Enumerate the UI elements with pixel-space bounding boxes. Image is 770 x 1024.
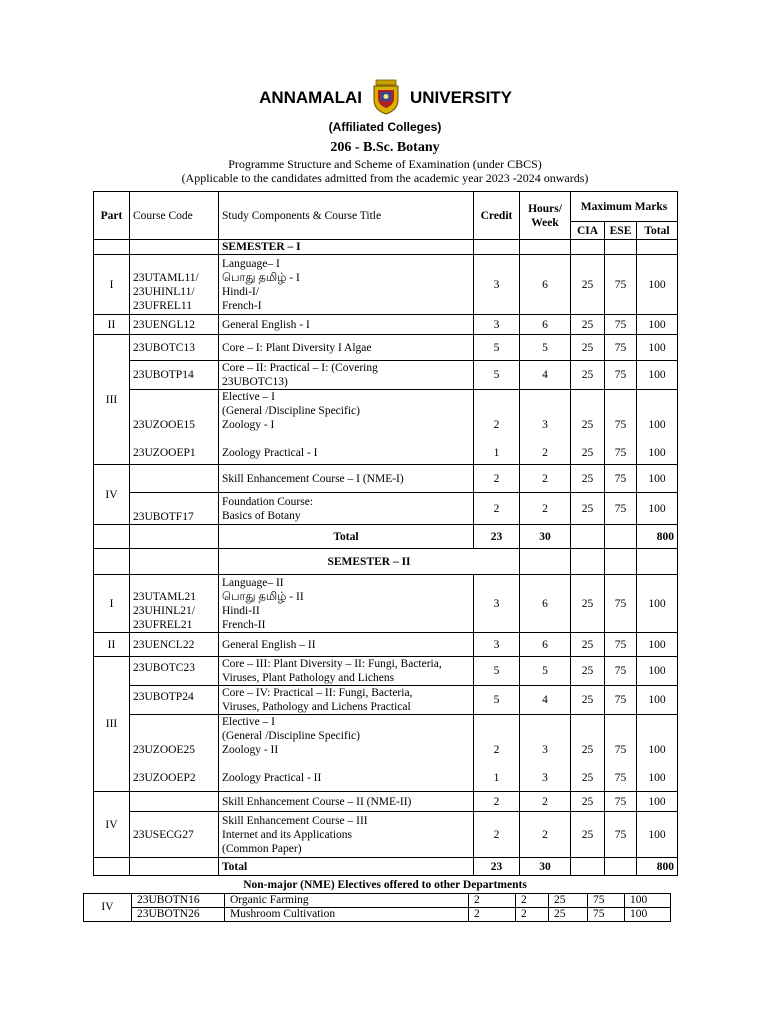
table-cell: (Common Paper) [222,842,302,855]
table-cell [571,858,605,876]
table-cell: 2 [469,908,516,922]
table-cell: 100 [637,792,678,812]
table-cell [130,575,219,633]
table-cell: I [94,575,130,633]
table-cell: Language– II [222,576,284,589]
semester-1-heading: SEMESTER – I [219,240,474,255]
table-cell [637,549,678,575]
table-row [94,792,678,812]
table-cell: 25 [571,686,605,715]
table-cell [130,465,219,493]
table-cell [94,858,130,876]
table-cell: 75 [614,447,627,459]
table-cell: 800 [637,858,678,876]
table-cell: 100 [648,447,666,459]
table-cell: 25 [571,255,605,315]
col-course-title: Study Components & Course Title [219,192,474,240]
table-row [94,575,678,633]
table-cell: 2 [474,465,520,493]
table-row [94,633,678,657]
table-cell: Skill Enhancement Course – III [222,814,368,827]
table-cell: 23UBOTC13 [130,335,219,361]
table-cell: 25 [571,633,605,657]
table-cell: 1 [493,772,500,784]
table-row [94,493,678,525]
table-cell: 25 [571,812,605,858]
lang-codes [130,255,219,315]
table-cell: Viruses, Plant Pathology and Lichens [222,672,395,684]
table-cell: II [94,315,130,335]
table-cell: 100 [637,657,678,686]
affiliated-label: (Affiliated Colleges) [328,120,442,134]
university-emblem-icon [370,78,402,116]
table-row [84,908,671,922]
table-cell: 100 [625,908,671,922]
table-cell: 23UBOTF17 [130,493,219,525]
table-cell [605,240,637,255]
table-cell: 25 [581,419,594,431]
table-cell: 100 [637,255,678,315]
table-cell: 23UHINL11/ [133,285,195,298]
table-cell: 2 [520,792,571,812]
table-row [94,255,678,315]
table-cell: 100 [637,686,678,715]
table-cell: 25 [571,361,605,390]
table-cell: 5 [520,335,571,361]
table-cell: 2 [520,493,571,525]
table-cell: 2 [469,894,516,908]
table-cell: 6 [520,315,571,335]
table-cell: 3 [474,575,520,633]
table-cell [605,525,637,549]
table-cell: 6 [520,633,571,657]
table-cell: 23UBOTP14 [130,361,219,390]
table-cell: IV [94,792,130,858]
table-cell: 25 [581,744,594,756]
table-cell: 2 [542,447,548,459]
table-cell: Zoology Practical - II [222,772,322,784]
table-row [94,812,678,858]
table-cell [219,575,474,633]
col-part: Part [94,192,130,240]
table-cell: 5 [474,335,520,361]
table-cell: (General /Discipline Specific) [222,405,360,417]
table-cell: 1 [493,447,500,459]
table-cell: Basics of Botany [222,509,301,522]
table-cell [637,715,678,792]
table-cell: 6 [520,575,571,633]
table-cell [219,493,474,525]
table-cell: 75 [605,657,637,686]
nme-title: Non-major (NME) Electives offered to other Departments [243,879,527,891]
total-row [94,858,678,876]
table-cell: 23UFREL21 [133,618,193,631]
table-row [84,894,671,908]
table-row [94,361,678,390]
table-cell: 2 [474,493,520,525]
table-cell: 4 [520,361,571,390]
nme-table [83,893,671,922]
table-cell: Core – II: Practical – I: (Covering [222,362,378,374]
table-cell: 75 [605,335,637,361]
table-cell: 5 [474,657,520,686]
table-cell: 75 [605,686,637,715]
table-cell: Internet and its Applications [222,828,352,841]
table-cell: Zoology Practical - I [222,447,318,459]
table-cell: 75 [605,812,637,858]
table-cell [130,525,219,549]
table-cell: 75 [605,315,637,335]
semester-2-heading: SEMESTER – II [219,549,520,575]
table-cell: Total [219,525,474,549]
table-cell: 23 [474,858,520,876]
total-row [94,525,678,549]
table-cell [219,657,474,686]
structure-subtitle: Programme Structure and Scheme of Examination (under CBCS) [228,157,542,171]
table-cell: 100 [648,744,666,756]
table-cell: 25 [571,493,605,525]
table-cell: 23UHINL21/ [133,604,195,617]
table-cell: Viruses, Pathology and Lichens Practical [222,701,411,713]
university-name-left: ANNAMALAI [259,88,362,107]
table-cell [94,549,130,575]
table-cell: 100 [637,812,678,858]
table-cell: 75 [605,465,637,493]
table-cell: 23UBOTN26 [132,908,225,922]
table-cell [474,390,520,465]
table-cell [219,812,474,858]
table-cell [605,390,637,465]
col-total: Total [637,222,678,240]
table-cell: 100 [637,335,678,361]
table-cell: Zoology - II [222,744,279,756]
table-row [94,335,678,361]
table-cell: 75 [605,361,637,390]
table-cell: 2 [520,465,571,493]
table-cell: 23UENCL22 [130,633,219,657]
table-cell: French-I [222,299,262,312]
table-cell [130,715,219,792]
table-cell: 100 [637,633,678,657]
table-cell: 2 [474,812,520,858]
table-cell: 3 [474,315,520,335]
table-cell: Foundation Course: [222,495,314,508]
table-cell: 23UBOTN16 [132,894,225,908]
table-cell [520,715,571,792]
table-row [94,390,678,465]
table-cell: 3 [542,744,548,756]
col-course-code: Course Code [130,192,219,240]
table-cell: 100 [637,361,678,390]
table-cell: III [94,657,130,792]
table-cell: 25 [571,465,605,493]
table-cell: 25 [581,447,594,459]
table-cell: 25 [571,335,605,361]
table-cell [520,390,571,465]
table-cell: 25 [549,894,588,908]
table-cell: 75 [614,772,627,784]
lang-title [219,255,474,315]
table-cell: 75 [605,255,637,315]
table-cell: Skill Enhancement Course – I (NME-I) [219,465,474,493]
table-cell [94,240,130,255]
table-row [94,315,678,335]
table-cell: 23UZOOEP1 [133,447,196,459]
table-cell [520,240,571,255]
table-cell: 23UENGL12 [130,315,219,335]
table-cell: 25 [571,657,605,686]
table-cell: II [94,633,130,657]
table-cell [520,549,571,575]
table-cell [571,549,605,575]
table-cell [219,390,474,465]
table-cell: 100 [648,419,666,431]
table-cell: Elective – I [222,391,276,403]
table-cell: 100 [637,315,678,335]
table-cell: 23UBOTC13) [222,376,288,388]
table-cell [637,240,678,255]
table-cell: 2 [474,792,520,812]
table-cell: 100 [648,772,666,784]
col-cia: CIA [571,222,605,240]
table-cell: 100 [637,465,678,493]
table-cell [130,240,219,255]
table-cell: Language– I [222,257,280,270]
table-cell: 3 [542,772,548,784]
table-cell: French-II [222,618,266,631]
table-cell: 23UZOOE25 [133,744,195,756]
table-cell: 23UZOOEP2 [133,772,196,784]
table-cell: 23 [474,525,520,549]
table-cell: 23UZOOE15 [133,419,195,431]
table-cell: 800 [637,525,678,549]
programme-table [93,191,678,876]
table-cell [571,390,605,465]
table-cell: 75 [614,744,627,756]
table-cell: 75 [614,419,627,431]
table-cell: 5 [474,361,520,390]
table-cell: 2 [493,419,500,431]
table-cell [474,715,520,792]
table-cell [219,715,474,792]
table-cell: 100 [637,575,678,633]
table-row [94,686,678,715]
table-cell: Organic Farming [225,894,469,908]
table-cell: III [94,335,130,465]
table-cell: 23USECG27 [130,812,219,858]
table-cell: 23UTAML21 [133,590,196,603]
table-cell: Hindi-I/ [222,285,260,298]
table-cell: 23UFREL11 [133,299,192,312]
table-cell: 3 [474,633,520,657]
table-row [94,465,678,493]
table-cell: Hindi-II [222,604,260,617]
table-cell [94,525,130,549]
table-cell: 3 [474,255,520,315]
table-cell [219,361,474,390]
table-cell: I [94,255,130,315]
col-hours: Hours/ Week [520,192,571,240]
table-cell: (General /Discipline Specific) [222,730,360,742]
table-cell [637,390,678,465]
table-cell: 25 [571,575,605,633]
table-cell: 4 [520,686,571,715]
table-cell [130,549,219,575]
col-ese: ESE [605,222,637,240]
table-cell: 100 [625,894,671,908]
table-cell [571,240,605,255]
table-cell: 23UBOTP24 [130,686,219,715]
table-cell: Elective – I [222,716,276,728]
table-cell: Skill Enhancement Course – II (NME-II) [219,792,474,812]
table-cell: IV [84,894,132,922]
table-cell: IV [94,465,130,525]
table-cell [219,686,474,715]
col-credit: Credit [474,192,520,240]
table-cell: பொது தமிழ் - II [222,590,304,603]
table-cell: 2 [520,812,571,858]
table-cell: 2 [516,894,549,908]
table-cell: 5 [474,686,520,715]
table-cell: Core – I: Plant Diversity I Algae [219,335,474,361]
table-cell: 75 [605,493,637,525]
table-cell: Core – IV: Practical – II: Fungi, Bacteria, [222,687,413,699]
table-cell: 30 [520,525,571,549]
table-cell [130,792,219,812]
table-cell: Mushroom Cultivation [225,908,469,922]
table-cell: Core – III: Plant Diversity – II: Fungi, Bacteria, [222,658,442,670]
table-cell: 30 [520,858,571,876]
table-cell: பொது தமிழ் - I [222,271,300,284]
table-cell: 23UTAML11/ [133,271,199,284]
table-cell: 25 [571,792,605,812]
table-cell: 3 [542,419,548,431]
table-cell [130,390,219,465]
table-cell: 2 [516,908,549,922]
col-max-marks: Maximum Marks [571,192,678,222]
table-cell: 75 [588,908,625,922]
table-cell [571,715,605,792]
table-cell [605,858,637,876]
table-cell: General English – II [219,633,474,657]
applicability-note: (Applicable to the candidates admitted from the academic year 2023 -2024 onwards) [181,171,589,185]
table-cell: General English - I [219,315,474,335]
table-cell [571,525,605,549]
table-cell [474,240,520,255]
table-cell: 75 [605,633,637,657]
table-cell: 25 [549,908,588,922]
table-cell: 2 [493,744,500,756]
table-cell: 6 [520,255,571,315]
table-cell: 75 [605,792,637,812]
table-cell [605,549,637,575]
table-cell [130,858,219,876]
table-cell: 25 [571,315,605,335]
programme-title: 206 - B.Sc. Botany [330,140,440,155]
university-name-right: UNIVERSITY [410,88,513,107]
table-cell: 75 [605,575,637,633]
table-cell: 100 [637,493,678,525]
table-cell: Zoology - I [222,419,275,431]
table-row [94,715,678,792]
table-cell: 23UBOTC23 [130,657,219,686]
table-cell: 25 [581,772,594,784]
table-cell: Total [219,858,474,876]
table-cell: 5 [520,657,571,686]
table-row [94,657,678,686]
table-cell [605,715,637,792]
table-cell: 75 [588,894,625,908]
